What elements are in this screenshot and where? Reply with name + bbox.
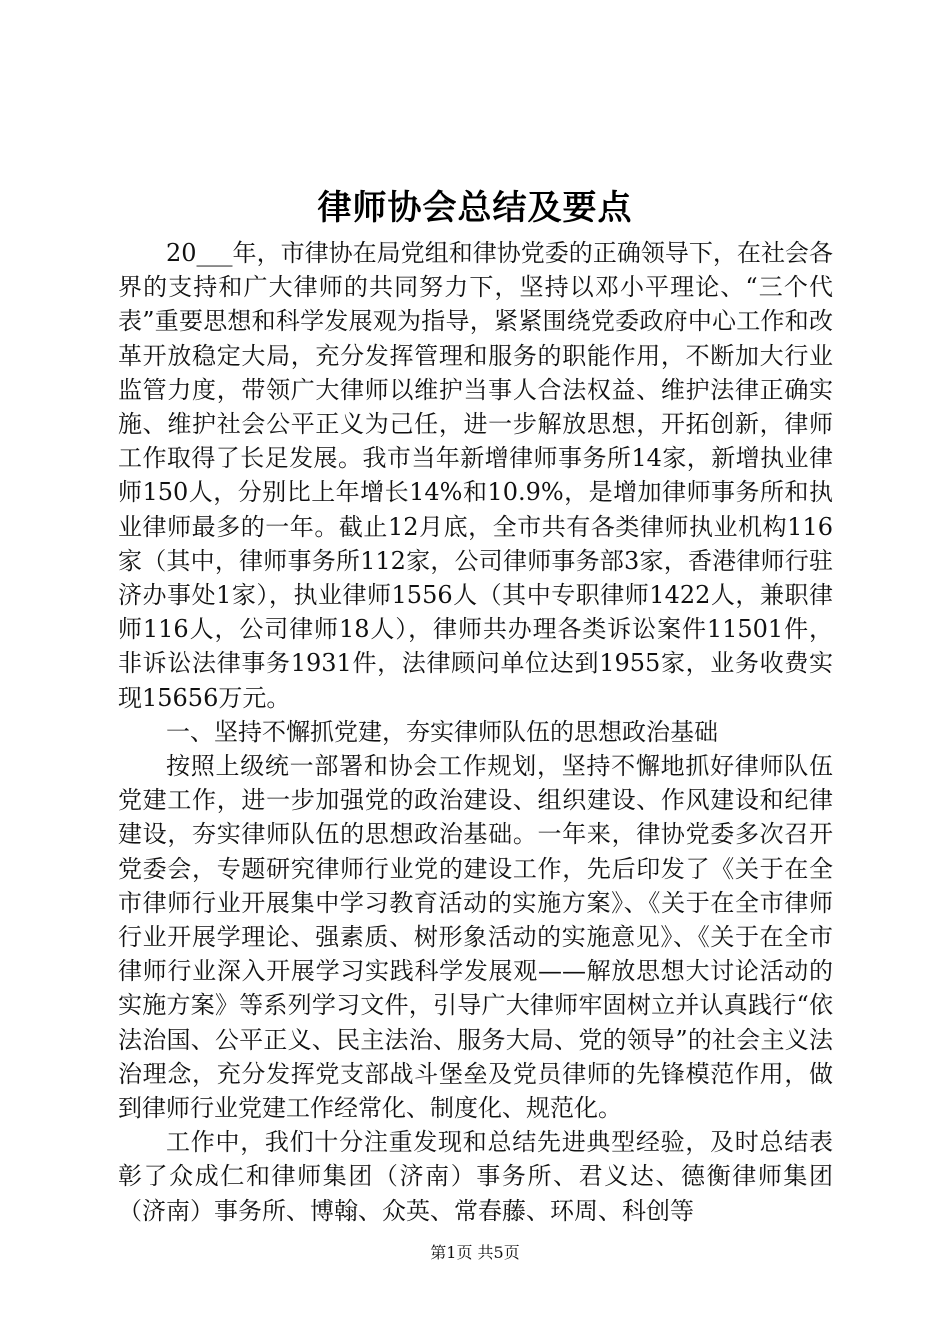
page-number-footer: 第1页 共5页 (430, 1243, 520, 1262)
document-title: 律师协会总结及要点 (317, 188, 633, 228)
paragraph-party-building: 按照上级统一部署和协会工作规划，坚持不懈地抓好律师队伍党建工作，进一步加强党的政治建设、组织建设、作风建设和纪律建设，夯实律师队伍的思想政治基础。一年来，律协党委多次召开党委会，专题研究律师行业党的建设工作，先后印发了《关于在全市律师行业开展集中学习教育活动的实施方案》、《关于在全市律师行业开展学理论、强素质、树形象活动的实施意见》、《关于在全市律师行业深入开展学习实践科学发展观——解放思想大讨论活动的实施方案》等系列学习文件，引导广大律师牢固树立并认真践行“依法治国、公平正义、民主法治、服务大局、党的领导”的社会主义法治理念，充分发挥党支部战斗堡垒及党员律师的先锋模范作用，做到律师行业党建工作经常化、制度化、规范化。 (118, 752, 833, 1123)
paragraph-typical-experience: 工作中，我们十分注重发现和总结先进典型经验，及时总结表彰了众成仁和律师集团（济南）事务所、君义达、德衡律师集团（济南）事务所、博翰、众英、常春藤、环周、科创等 (118, 1128, 833, 1225)
paragraph-intro: 20___年，市律协在局党组和律协党委的正确领导下，在社会各界的支持和广大律师的共同努力下，坚持以邓小平理论、“三个代表”重要思想和科学发展观为指导，紧紧围绕党委政府中心工作和改革开放稳定大局，充分发挥管理和服务的职能作用，不断加大行业监管力度，带领广大律师以维护当事人合法权益、维护法律正确实施、维护社会公平正义为己任，进一步解放思想，开拓创新，律师工作取得了长足发展。我市当年新增律师事务所14家，新增执业律师150人，分别比上年增长14%和10.9%，是增加律师事务所和执业律师最多的一年。截止12月底，全市共有各类律师执业机构116家（其中，律师事务所112家，公司律师事务部3家，香港律师行驻济办事处1家），执业律师1556人（其中专职律师1422人，兼职律师116人，公司律师18人），律师共办理各类诉讼案件11501件，非诉讼法律事务1931件，法律顾问单位达到1955家，业务收费实现15656万元。 (118, 239, 833, 712)
section-heading-1: 一、坚持不懈抓党建，夯实律师队伍的思想政治基础 (166, 717, 718, 746)
document-body (118, 236, 833, 1228)
